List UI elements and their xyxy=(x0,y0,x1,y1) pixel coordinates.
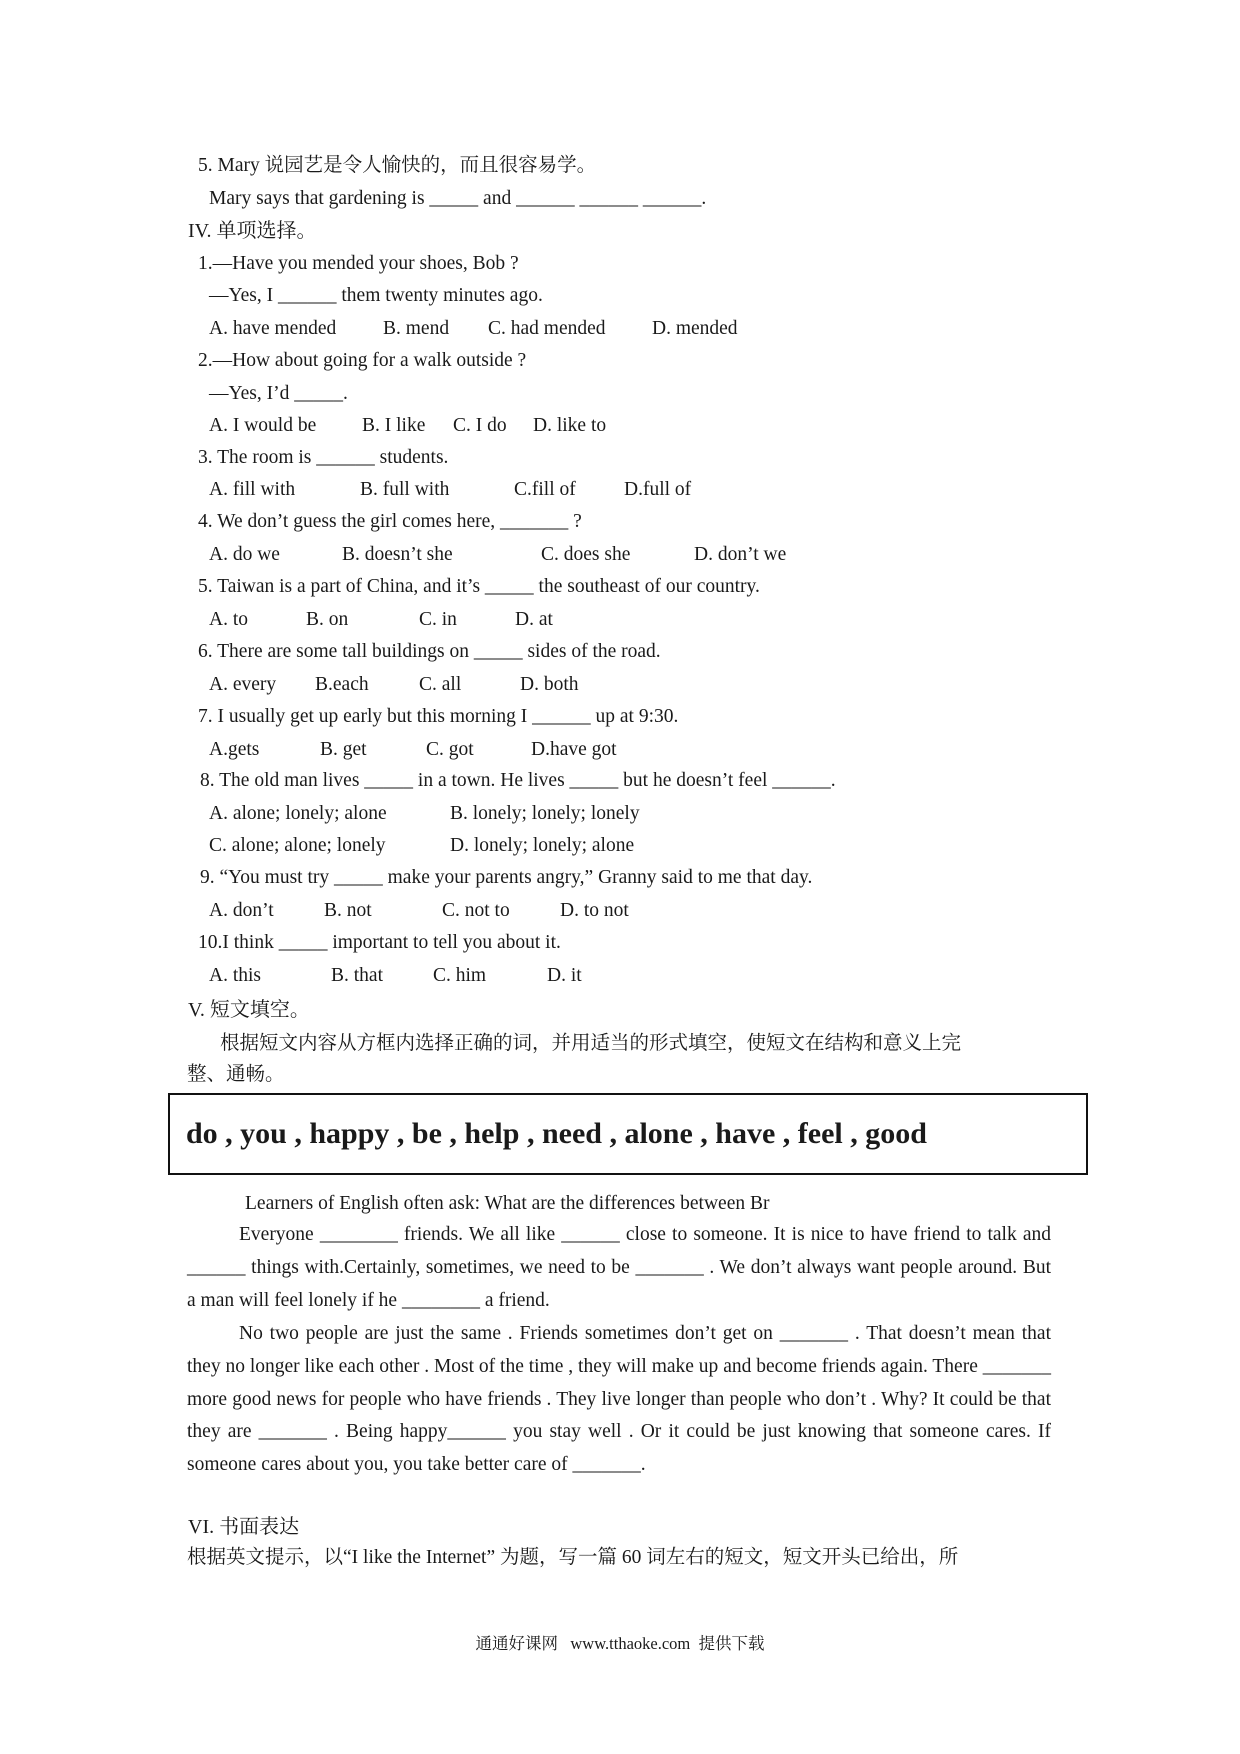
question-7-option-c[interactable]: C. got xyxy=(426,739,474,760)
passage-paragraph-2-text: No two people are just the same . Friends sometimes don’t get on _______ . That doesn’t mean that they no longer like each other . Most of the time , they will make up and become friends again. There _______ more good news for people who have friends . They live longer than people who don’t . Why? It could be that they are _______ . Being happy______ you stay well . Or it could be just knowing that someone cares. If someone cares about you, you take better care of _______. xyxy=(187,1323,1051,1476)
question-7-option-d[interactable]: D.have got xyxy=(531,739,617,760)
question-7-option-b[interactable]: B. get xyxy=(320,739,367,760)
question-6-option-b[interactable]: B.each xyxy=(315,674,369,695)
question-2-option-c[interactable]: C. I do xyxy=(453,415,507,436)
section-5-instruction-line-2: 整、通畅。 xyxy=(187,1064,285,1085)
question-5-chinese: 5. Mary 说园艺是令人愉快的，而且很容易学。 xyxy=(198,155,597,176)
question-9-stem-line-1: 9. “You must try _____ make your parents angry,” Granny said to me that day. xyxy=(200,867,813,888)
question-1-stem-line-1: 1.—Have you mended your shoes, Bob ? xyxy=(198,253,519,274)
question-4-option-b[interactable]: B. doesn’t she xyxy=(342,544,453,565)
word-box-text: do , you , happy , be , help , need , alone , have , feel , good xyxy=(186,1117,927,1150)
page-footer: 通通好课网 www.tthaoke.com 提供下载 xyxy=(475,1634,765,1653)
question-7-option-a[interactable]: A.gets xyxy=(209,739,260,760)
question-4-stem-line-1: 4. We don’t guess the girl comes here, _______ ? xyxy=(198,511,582,532)
question-10-option-d[interactable]: D. it xyxy=(547,965,582,986)
question-9-option-d[interactable]: D. to not xyxy=(560,900,629,921)
question-2-option-d[interactable]: D. like to xyxy=(533,415,607,436)
question-9-option-c[interactable]: C. not to xyxy=(442,900,510,921)
question-2-option-b[interactable]: B. I like xyxy=(362,415,426,436)
passage-paragraph-1-text: Everyone ________ friends. We all like ______ close to someone. It is nice to have friend to talk and ______ things with.Certainly, sometimes, we need to be _______ . We don’t always want people around. But a man will feel lonely if he ________ a friend. xyxy=(187,1224,1051,1311)
question-1-option-c[interactable]: C. had mended xyxy=(488,318,606,339)
question-5-option-c[interactable]: C. in xyxy=(419,609,457,630)
question-1-option-d[interactable]: D. mended xyxy=(652,318,738,339)
section-5-heading: V. 短文填空。 xyxy=(188,999,310,1021)
question-2-stem-line-2: —Yes, I’d _____. xyxy=(209,383,348,404)
question-9-option-a[interactable]: A. don’t xyxy=(209,900,274,921)
question-6-option-c[interactable]: C. all xyxy=(419,674,462,695)
question-4-option-d[interactable]: D. don’t we xyxy=(694,544,787,565)
passage-paragraph-2 xyxy=(187,1318,1051,1482)
question-3-option-b[interactable]: B. full with xyxy=(360,479,450,500)
question-8-stem-line-1: 8. The old man lives _____ in a town. He lives _____ but he doesn’t feel ______. xyxy=(200,770,836,791)
question-5-option-d[interactable]: D. at xyxy=(515,609,553,630)
section-6-instruction: 根据英文提示，以“I like the Internet” 为题，写一篇 60 词左右的短文，短文开头已给出，所 xyxy=(187,1547,959,1568)
question-10-option-a[interactable]: A. this xyxy=(209,965,262,986)
section-4-heading: IV. 单项选择。 xyxy=(188,220,317,242)
question-5-english: Mary says that gardening is _____ and ______ ______ ______. xyxy=(209,188,707,209)
question-8-option-a[interactable]: A. alone; lonely; alone xyxy=(209,803,387,824)
question-8-option-b[interactable]: B. lonely; lonely; lonely xyxy=(450,803,640,824)
question-3-stem-line-1: 3. The room is ______ students. xyxy=(198,447,449,468)
question-7-stem-line-1: 7. I usually get up early but this morning I ______ up at 9:30. xyxy=(198,706,679,727)
question-5-option-a[interactable]: A. to xyxy=(209,609,248,630)
question-6-option-a[interactable]: A. every xyxy=(209,674,277,695)
question-3-option-d[interactable]: D.full of xyxy=(624,479,692,500)
question-4-option-a[interactable]: A. do we xyxy=(209,544,280,565)
question-10-option-c[interactable]: C. him xyxy=(433,965,487,986)
section-5-instruction-line-1: 根据短文内容从方框内选择正确的词，并用适当的形式填空，使短文在结构和意义上完 xyxy=(220,1033,962,1054)
section-6-heading: VI. 书面表达 xyxy=(188,1516,300,1538)
question-2-option-a[interactable]: A. I would be xyxy=(209,415,317,436)
question-1-stem-line-2: —Yes, I ______ them twenty minutes ago. xyxy=(209,285,543,306)
question-3-option-a[interactable]: A. fill with xyxy=(209,479,296,500)
passage-paragraph-1 xyxy=(187,1219,1051,1317)
question-3-option-c[interactable]: C.fill of xyxy=(514,479,576,500)
question-4-option-c[interactable]: C. does she xyxy=(541,544,631,565)
question-8-option-c[interactable]: C. alone; alone; lonely xyxy=(209,835,386,856)
passage-intro: Learners of English often ask: What are the differences between Br xyxy=(245,1193,770,1214)
question-6-stem-line-1: 6. There are some tall buildings on _____ sides of the road. xyxy=(198,641,661,662)
question-8-option-d[interactable]: D. lonely; lonely; alone xyxy=(450,835,635,856)
word-box xyxy=(168,1093,1088,1175)
question-5-stem-line-1: 5. Taiwan is a part of China, and it’s _____ the southeast of our country. xyxy=(198,576,760,597)
question-1-option-a[interactable]: A. have mended xyxy=(209,318,337,339)
question-10-stem-line-1: 10.I think _____ important to tell you about it. xyxy=(198,932,561,953)
question-5-option-b[interactable]: B. on xyxy=(306,609,349,630)
question-2-stem-line-1: 2.—How about going for a walk outside ? xyxy=(198,350,527,371)
question-10-option-b[interactable]: B. that xyxy=(331,965,383,986)
question-1-option-b[interactable]: B. mend xyxy=(383,318,450,339)
question-6-option-d[interactable]: D. both xyxy=(520,674,579,695)
question-9-option-b[interactable]: B. not xyxy=(324,900,372,921)
